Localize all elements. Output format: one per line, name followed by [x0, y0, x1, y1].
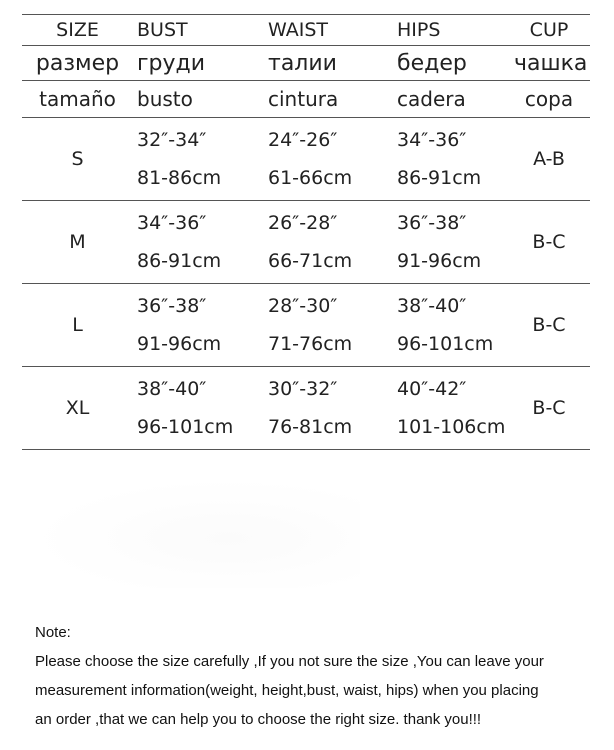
- header-cup-ru: чашка: [514, 50, 588, 76]
- bust-cm: 81-86cm: [137, 167, 222, 189]
- waist-inches: 30″-32″: [268, 378, 338, 400]
- waist-inches: 28″-30″: [268, 295, 338, 317]
- waist-cell: [264, 284, 393, 366]
- bust-cm: 86-91cm: [137, 250, 222, 272]
- note-title: Note:: [35, 624, 71, 641]
- bust-cell: [133, 367, 264, 449]
- table-row-s: [22, 118, 590, 200]
- note-line: measurement information(weight, height,bust, waist, hips) when you placing: [35, 682, 539, 699]
- bust-inches: 34″-36″: [137, 212, 207, 234]
- hips-cm: 101-106cm: [397, 416, 506, 438]
- hips-inches: 34″-36″: [397, 129, 467, 151]
- note-line: an order ,that we can help you to choose the right size. thank you!!!: [35, 711, 482, 728]
- cup-cell: B-C: [532, 314, 566, 336]
- header-waist-ru: талии: [268, 50, 337, 76]
- bust-cell: [133, 201, 264, 283]
- cup-cell: A-B: [533, 148, 565, 170]
- header-waist: WAIST: [268, 19, 329, 41]
- table-row-xl: [22, 367, 590, 449]
- hips-cm: 91-96cm: [397, 250, 482, 272]
- header-hips-es: cadera: [397, 87, 466, 111]
- header-size-ru: размер: [35, 50, 120, 76]
- header-hips: HIPS: [397, 19, 441, 41]
- hips-inches: 38″-40″: [397, 295, 467, 317]
- note-line: Please choose the size carefully ,If you not sure the size ,You can leave your: [35, 653, 544, 670]
- header-bust: BUST: [137, 19, 188, 41]
- table-row-m: [22, 201, 590, 283]
- size-cell: S: [71, 148, 84, 170]
- hips-inches: 40″-42″: [397, 378, 467, 400]
- bust-inches: 38″-40″: [137, 378, 207, 400]
- cup-cell: B-C: [532, 231, 566, 253]
- hips-inches: 36″-38″: [397, 212, 467, 234]
- size-cell: M: [69, 231, 86, 253]
- hips-cm: 96-101cm: [397, 333, 494, 355]
- waist-cell: [264, 201, 393, 283]
- waist-inches: 26″-28″: [268, 212, 338, 234]
- waist-cm: 61-66cm: [268, 167, 353, 189]
- bust-inches: 32″-34″: [137, 129, 207, 151]
- size-cell: L: [72, 314, 83, 336]
- hips-cell: [393, 118, 514, 200]
- bust-cell: [133, 284, 264, 366]
- bust-cm: 91-96cm: [137, 333, 222, 355]
- header-size: SIZE: [56, 19, 99, 41]
- waist-cell: [264, 118, 393, 200]
- waist-cm: 71-76cm: [268, 333, 353, 355]
- waist-cm: 76-81cm: [268, 416, 353, 438]
- note-section: [35, 618, 605, 734]
- table-bottom-border: [22, 449, 590, 450]
- hips-cm: 86-91cm: [397, 167, 482, 189]
- waist-cm: 66-71cm: [268, 250, 353, 272]
- size-chart-table: [22, 14, 590, 450]
- bust-inches: 36″-38″: [137, 295, 207, 317]
- header-row-spanish: [22, 81, 590, 117]
- header-row-russian: [22, 46, 590, 80]
- bust-cell: [133, 118, 264, 200]
- header-bust-es: busto: [137, 87, 193, 111]
- header-size-es: tamaño: [39, 87, 116, 111]
- waist-cell: [264, 367, 393, 449]
- hips-cell: [393, 367, 514, 449]
- header-waist-es: cintura: [268, 87, 339, 111]
- header-hips-ru: бедер: [397, 50, 467, 76]
- header-bust-ru: груди: [137, 50, 206, 76]
- hips-cell: [393, 201, 514, 283]
- header-row-english: [22, 15, 590, 45]
- waist-inches: 24″-26″: [268, 129, 338, 151]
- background-smudge: [30, 478, 360, 588]
- hips-cell: [393, 284, 514, 366]
- header-cup-es: copa: [524, 87, 574, 111]
- bust-cm: 96-101cm: [137, 416, 234, 438]
- size-cell: XL: [65, 397, 90, 419]
- header-cup: CUP: [529, 19, 569, 41]
- table-row-l: [22, 284, 590, 366]
- cup-cell: B-C: [532, 397, 566, 419]
